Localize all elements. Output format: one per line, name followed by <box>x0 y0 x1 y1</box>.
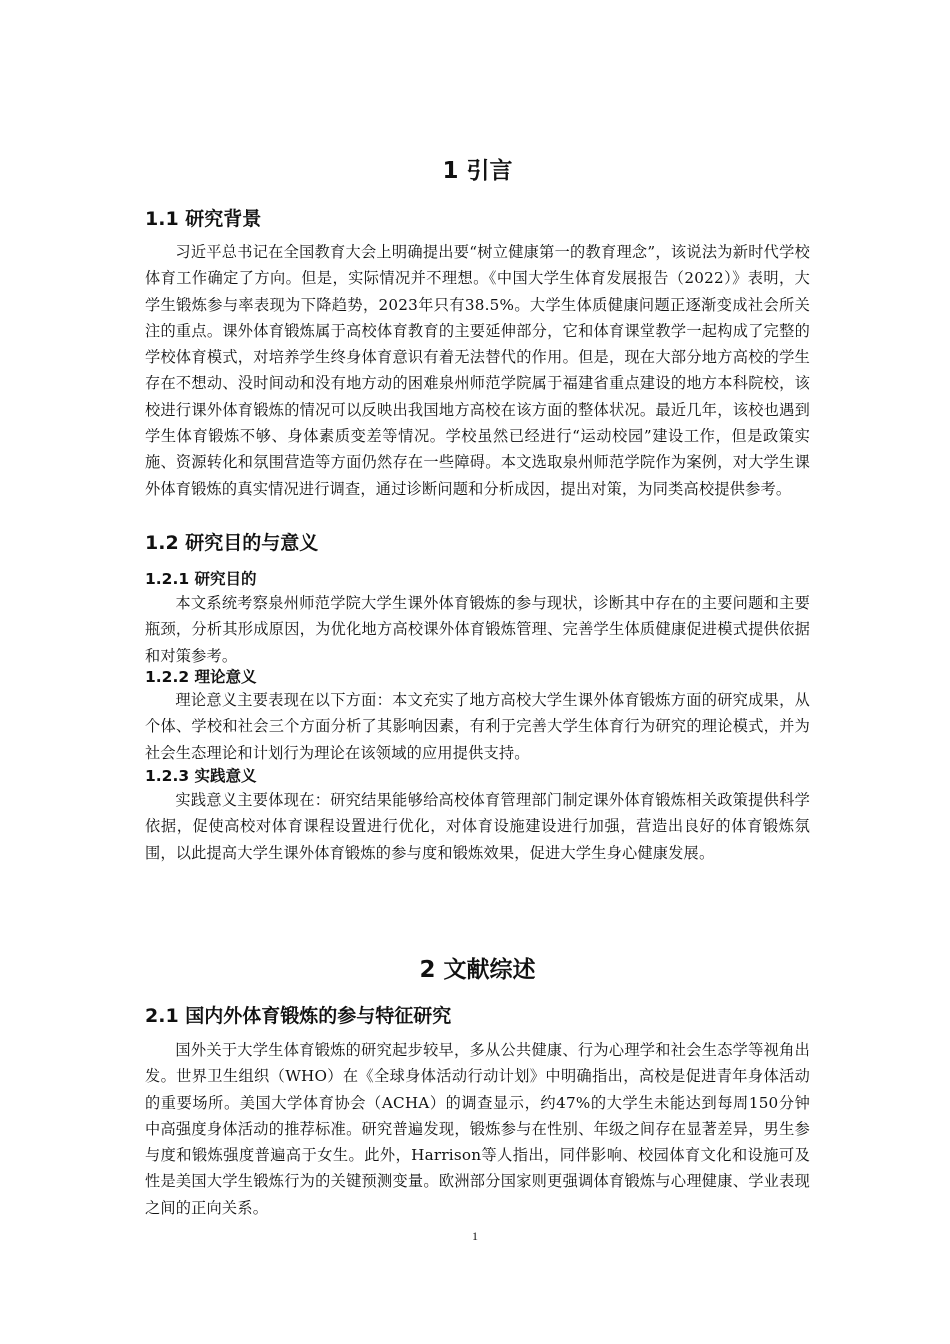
section-title-participation-characteristics: 2.1 国内外体育锻炼的参与特征研究 <box>145 1005 452 1027</box>
subsection-title-theoretical-significance: 1.2.2 理论意义 <box>145 668 257 686</box>
paragraph-research-background: 习近平总书记在全国教育大会上明确提出要“树立健康第一的教育理念”，该说法为新时代学校体育工作确定了方向。但是，实际情况并不理想。《中国大学生体育发展报告（2022）》表明，大学生锻炼参与率表现为下降趋势，2023年只有38.5%。大学生体质健康问题正逐渐变成社会所关注的重点。课外体育锻炼属于高校体育教育的主要延伸部分，它和体育课堂教学一起构成了完整的学校体育模式，对培养学生终身体育意识有着无法替代的作用。但是，现在大部分地方高校的学生存在不想动、没时间动和没有地方动的困难泉州师范学院属于福建省重点建设的地方本科院校，该校进行课外体育锻炼的情况可以反映出我国地方高校在该方面的整体状况。最近几年，该校也遇到学生体育锻炼不够、身体素质变差等情况。学校虽然已经进行“运动校园”建设工作，但是政策实施、资源转化和氛围营造等方面仍然存在一些障碍。本文选取泉州师范学院作为案例，对大学生课外体育锻炼的真实情况进行调查，通过诊断问题和分析成因，提出对策，为同类高校提供参考。 <box>145 243 810 498</box>
subsection-title-practical-significance: 1.2.3 实践意义 <box>145 767 257 785</box>
chapter-title-literature-review: 2 文献综述 <box>419 957 536 983</box>
paragraph-research-purpose: 本文系统考察泉州师范学院大学生课外体育锻炼的参与现状，诊断其中存在的主要问题和主要瓶颈，分析其形成原因，为优化地方高校课外体育锻炼管理、完善学生体质健康促进模式提供依据和对策参考。 <box>145 594 810 665</box>
section-title-research-background: 1.1 研究背景 <box>145 208 262 230</box>
chapter-title-introduction: 1 引言 <box>442 158 513 184</box>
paragraph-practical-significance: 实践意义主要体现在：研究结果能够给高校体育管理部门制定课外体育锻炼相关政策提供科学依据，促使高校对体育课程设置进行优化，对体育设施建设进行加强，营造出良好的体育锻炼氛围，以此提高大学生课外体育锻炼的参与度和锻炼效果，促进大学生身心健康发展。 <box>145 791 810 862</box>
paragraph-participation-characteristics: 国外关于大学生体育锻炼的研究起步较早，多从公共健康、行为心理学和社会生态学等视角出发。世界卫生组织（WHO）在《全球身体活动行动计划》中明确指出，高校是促进青年身体活动的重要场所。美国大学体育协会（ACHA）的调查显示，约47%的大学生未能达到每周150分钟中高强度身体活动的推荐标准。研究普遍发现，锻炼参与在性别、年级之间存在显著差异，男生参与度和锻炼强度普遍高于女生。此外，Harrison等人指出，同伴影响、校园体育文化和设施可及性是美国大学生锻炼行为的关键预测变量。欧洲部分国家则更强调体育锻炼与心理健康、学业表现之间的正向关系。 <box>145 1041 810 1217</box>
subsection-title-research-purpose: 1.2.1 研究目的 <box>145 570 257 588</box>
page-number: 1 <box>472 1229 478 1243</box>
section-title-purpose-significance: 1.2 研究目的与意义 <box>145 532 319 554</box>
paragraph-theoretical-significance: 理论意义主要表现在以下方面：本文充实了地方高校大学生课外体育锻炼方面的研究成果，从个体、学校和社会三个方面分析了其影响因素，有利于完善大学生体育行为研究的理论模式，并为社会生态理论和计划行为理论在该领域的应用提供支持。 <box>145 691 810 762</box>
